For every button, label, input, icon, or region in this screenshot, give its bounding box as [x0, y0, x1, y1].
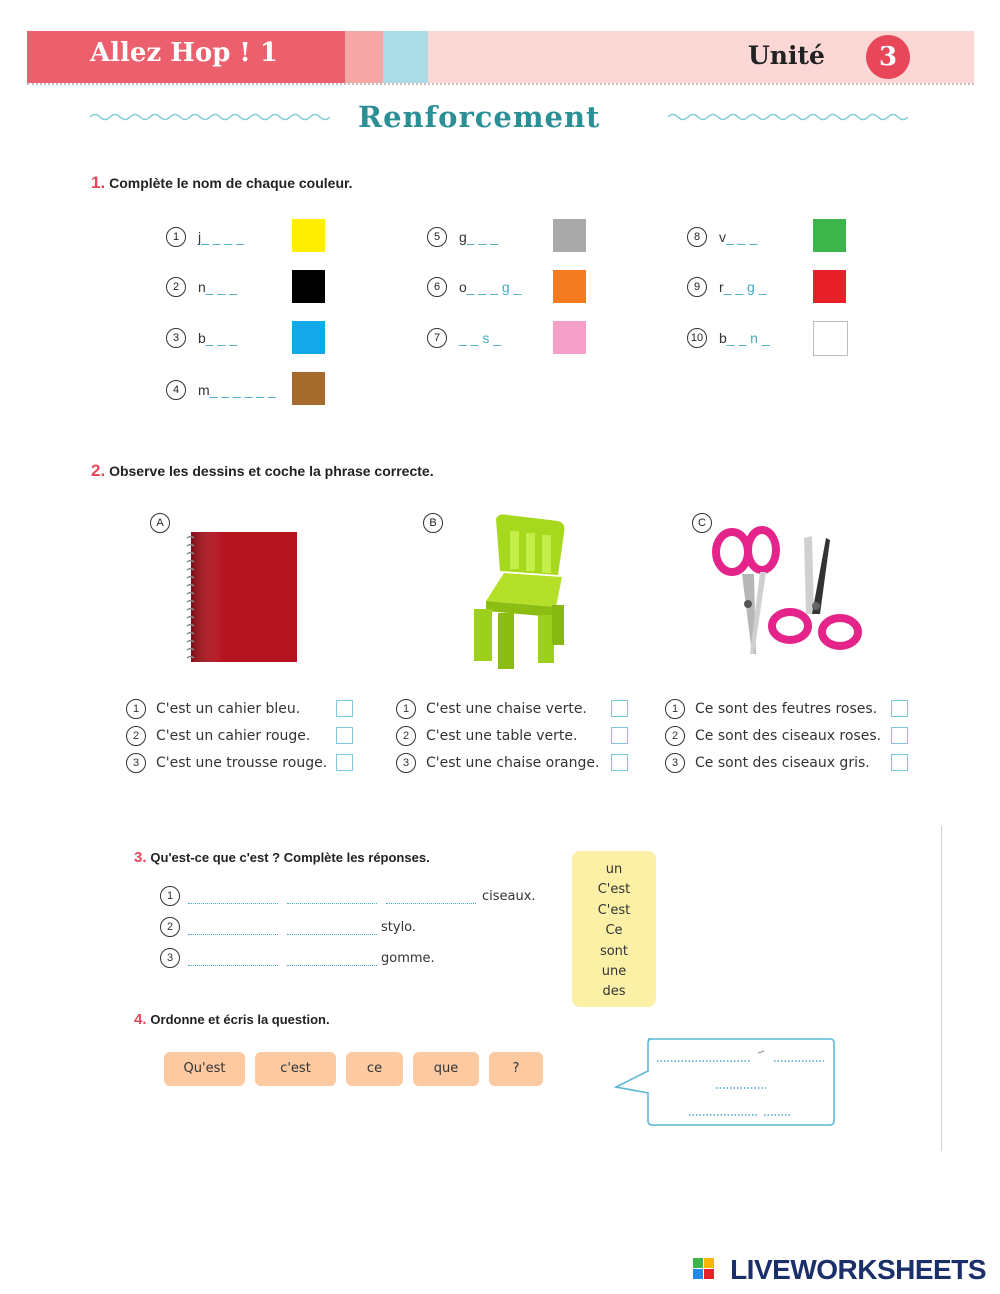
option-number: 1: [126, 699, 146, 719]
answer-blank[interactable]: [287, 889, 377, 904]
pink-scissors-image: [708, 526, 868, 658]
liveworksheets-logo-icon: [693, 1258, 715, 1280]
color-word-blank[interactable]: [198, 279, 278, 295]
color-word-start: m: [198, 382, 210, 398]
color-swatch: [553, 219, 586, 252]
color-swatch: [292, 219, 325, 252]
item-number: 10: [687, 328, 707, 348]
color-swatch: [292, 372, 325, 405]
exercise-4-instruction: Ordonne et écris la question.: [150, 1012, 330, 1027]
word-tile[interactable]: ce: [346, 1052, 403, 1086]
word-tile[interactable]: c'est: [255, 1052, 336, 1086]
color-word-blank[interactable]: [719, 279, 799, 295]
option-number: 3: [396, 753, 416, 773]
color-word-start: o: [459, 279, 467, 295]
color-word-blanks: _ _ _ g _: [466, 279, 522, 295]
color-word-start: b: [198, 330, 206, 346]
option-text: Ce sont des feutres roses.: [695, 701, 878, 717]
item-number: 9: [687, 277, 707, 297]
answer-number: 1: [160, 886, 180, 906]
question-answer-area[interactable]: [656, 1046, 826, 1116]
brand-wordmark: LIVEWORKSHEETS: [730, 1254, 986, 1285]
color-word-start: j: [198, 229, 202, 245]
color-swatch: [292, 270, 325, 303]
option-number: 1: [665, 699, 685, 719]
word-tile[interactable]: Qu'est: [164, 1052, 245, 1086]
option-c-1: [665, 699, 877, 719]
answer-blank[interactable]: [287, 951, 377, 966]
word-bank-item[interactable]: C'est: [597, 882, 631, 898]
word-bank-item[interactable]: Ce: [605, 923, 623, 939]
color-swatch: [813, 270, 846, 303]
option-text: C'est une table verte.: [426, 728, 578, 744]
color-word-blanks: _ _ _: [205, 330, 237, 346]
exercise-3-instruction: Qu'est-ce que c'est ? Complète les réponses.: [150, 850, 430, 865]
exercise-3-heading: [134, 849, 430, 866]
answer-line-1: [160, 886, 536, 906]
answer-number: 3: [160, 948, 180, 968]
exercise-3-number: 3.: [134, 849, 147, 866]
answer-blank[interactable]: [188, 951, 278, 966]
word-tile[interactable]: que: [413, 1052, 479, 1086]
option-checkbox[interactable]: [336, 727, 353, 744]
red-notebook-image: [183, 528, 301, 666]
color-word-blank[interactable]: [198, 229, 278, 245]
color-word-blank[interactable]: [459, 229, 539, 245]
option-text: C'est un cahier bleu.: [156, 701, 301, 717]
color-word-blanks: _ _ _ _: [201, 229, 244, 245]
option-number: 3: [665, 753, 685, 773]
header-band-blue: [383, 31, 428, 83]
color-item-10: [687, 323, 799, 353]
color-word-blanks: _ _ _: [726, 229, 758, 245]
color-word-blank[interactable]: [459, 330, 539, 346]
color-item-8: [687, 222, 799, 252]
answer-blank[interactable]: [188, 889, 278, 904]
color-item-2: [166, 272, 278, 302]
picture-label-a: A: [150, 513, 170, 533]
option-text: C'est un cahier rouge.: [156, 728, 311, 744]
item-number: 2: [166, 277, 186, 297]
exercise-2-heading: [91, 461, 434, 481]
option-text: C'est une chaise orange.: [426, 755, 600, 771]
unit-number-badge: 3: [866, 35, 910, 79]
exercise-2-number: 2.: [91, 461, 106, 480]
item-number: 8: [687, 227, 707, 247]
answer-ending: ciseaux.: [482, 888, 536, 904]
option-text: Ce sont des ciseaux roses.: [695, 728, 882, 744]
header-divider: [27, 83, 974, 85]
answer-ending: gomme.: [381, 950, 435, 966]
color-item-7: [427, 323, 539, 353]
color-swatch: [553, 270, 586, 303]
exercise-1-number: 1.: [91, 173, 106, 192]
option-number: 3: [126, 753, 146, 773]
word-bank-item[interactable]: un: [605, 862, 623, 877]
option-b-1: [396, 699, 587, 719]
option-checkbox[interactable]: [336, 754, 353, 771]
word-bank: [572, 851, 656, 1007]
option-number: 1: [396, 699, 416, 719]
color-word-start: b: [719, 330, 727, 346]
answer-number: 2: [160, 917, 180, 937]
option-a-3: [126, 753, 327, 773]
color-swatch: [292, 321, 325, 354]
picture-label-c: C: [692, 513, 712, 533]
word-bank-item[interactable]: une: [601, 964, 627, 980]
color-word-start: n: [198, 279, 206, 295]
exercise-4-heading: [134, 1011, 330, 1028]
color-word-blanks: _ _ g _: [723, 279, 767, 295]
exercise-4-number: 4.: [134, 1011, 147, 1028]
margin-line: [941, 826, 942, 1151]
exercise-1-heading: [91, 173, 353, 193]
answer-blank[interactable]: [188, 920, 278, 935]
color-word-blank[interactable]: [459, 279, 539, 295]
word-bank-item[interactable]: C'est: [597, 902, 631, 918]
exercise-2-instruction: Observe les dessins et coche la phrase correcte.: [109, 463, 434, 479]
color-swatch: [813, 321, 848, 356]
item-number: 5: [427, 227, 447, 247]
item-number: 6: [427, 277, 447, 297]
option-c-2: [665, 726, 881, 746]
option-b-3: [396, 753, 599, 773]
option-text: C'est une chaise verte.: [426, 701, 587, 717]
option-a-1: [126, 699, 300, 719]
option-text: Ce sont des ciseaux gris.: [695, 755, 870, 771]
green-chair-image: [468, 513, 572, 673]
color-item-4: [166, 375, 278, 405]
section-title: Renforcement: [358, 100, 601, 134]
item-number: 7: [427, 328, 447, 348]
color-swatch: [813, 219, 846, 252]
option-checkbox[interactable]: [336, 700, 353, 717]
color-word-blanks: _ _ _: [466, 229, 498, 245]
word-bank-item[interactable]: sont: [599, 943, 629, 959]
answer-line-3: [160, 948, 435, 968]
option-c-3: [665, 753, 870, 773]
exercise-1-instruction: Complète le nom de chaque couleur.: [109, 175, 353, 191]
option-text: C'est une trousse rouge.: [156, 755, 328, 771]
color-word-blanks: _ _ n _: [726, 330, 770, 346]
color-item-3: [166, 323, 278, 353]
color-word-start: g: [459, 229, 467, 245]
option-a-2: [126, 726, 310, 746]
color-word-blank[interactable]: [719, 330, 799, 346]
option-number: 2: [396, 726, 416, 746]
color-word-start: r: [719, 279, 724, 295]
option-checkbox[interactable]: [891, 700, 908, 717]
color-word-blanks: _ _ _ _ _ _: [209, 382, 276, 398]
word-tile[interactable]: ?: [489, 1052, 543, 1086]
color-item-9: [687, 272, 799, 302]
option-checkbox[interactable]: [611, 700, 628, 717]
unit-label: Unité: [748, 41, 825, 70]
answer-blank[interactable]: [287, 920, 377, 935]
color-word-blank[interactable]: [198, 382, 278, 398]
color-item-1: [166, 222, 278, 252]
color-word-blanks: _ _ s _: [459, 330, 502, 346]
answer-line-2: [160, 917, 416, 937]
option-b-2: [396, 726, 577, 746]
option-number: 2: [126, 726, 146, 746]
option-checkbox[interactable]: [611, 727, 628, 744]
color-word-blank[interactable]: [198, 330, 278, 346]
item-number: 4: [166, 380, 186, 400]
word-bank-item[interactable]: des: [602, 984, 626, 1000]
option-checkbox[interactable]: [611, 754, 628, 771]
answer-ending: stylo.: [381, 919, 417, 935]
picture-label-b: B: [423, 513, 443, 533]
color-item-5: [427, 222, 539, 252]
color-word-blank[interactable]: [719, 229, 799, 245]
wave-divider-left: [90, 112, 330, 122]
option-checkbox[interactable]: [891, 727, 908, 744]
item-number: 3: [166, 328, 186, 348]
book-title: Allez Hop ! 1: [90, 38, 278, 68]
item-number: 1: [166, 227, 186, 247]
answer-blank[interactable]: [386, 889, 476, 904]
header-band-pink: [345, 31, 383, 83]
color-swatch: [553, 321, 586, 354]
wave-divider-right: [668, 112, 910, 122]
color-word-start: v: [719, 229, 726, 245]
option-number: 2: [665, 726, 685, 746]
color-item-6: [427, 272, 539, 302]
option-checkbox[interactable]: [891, 754, 908, 771]
color-word-blanks: _ _ _: [205, 279, 237, 295]
